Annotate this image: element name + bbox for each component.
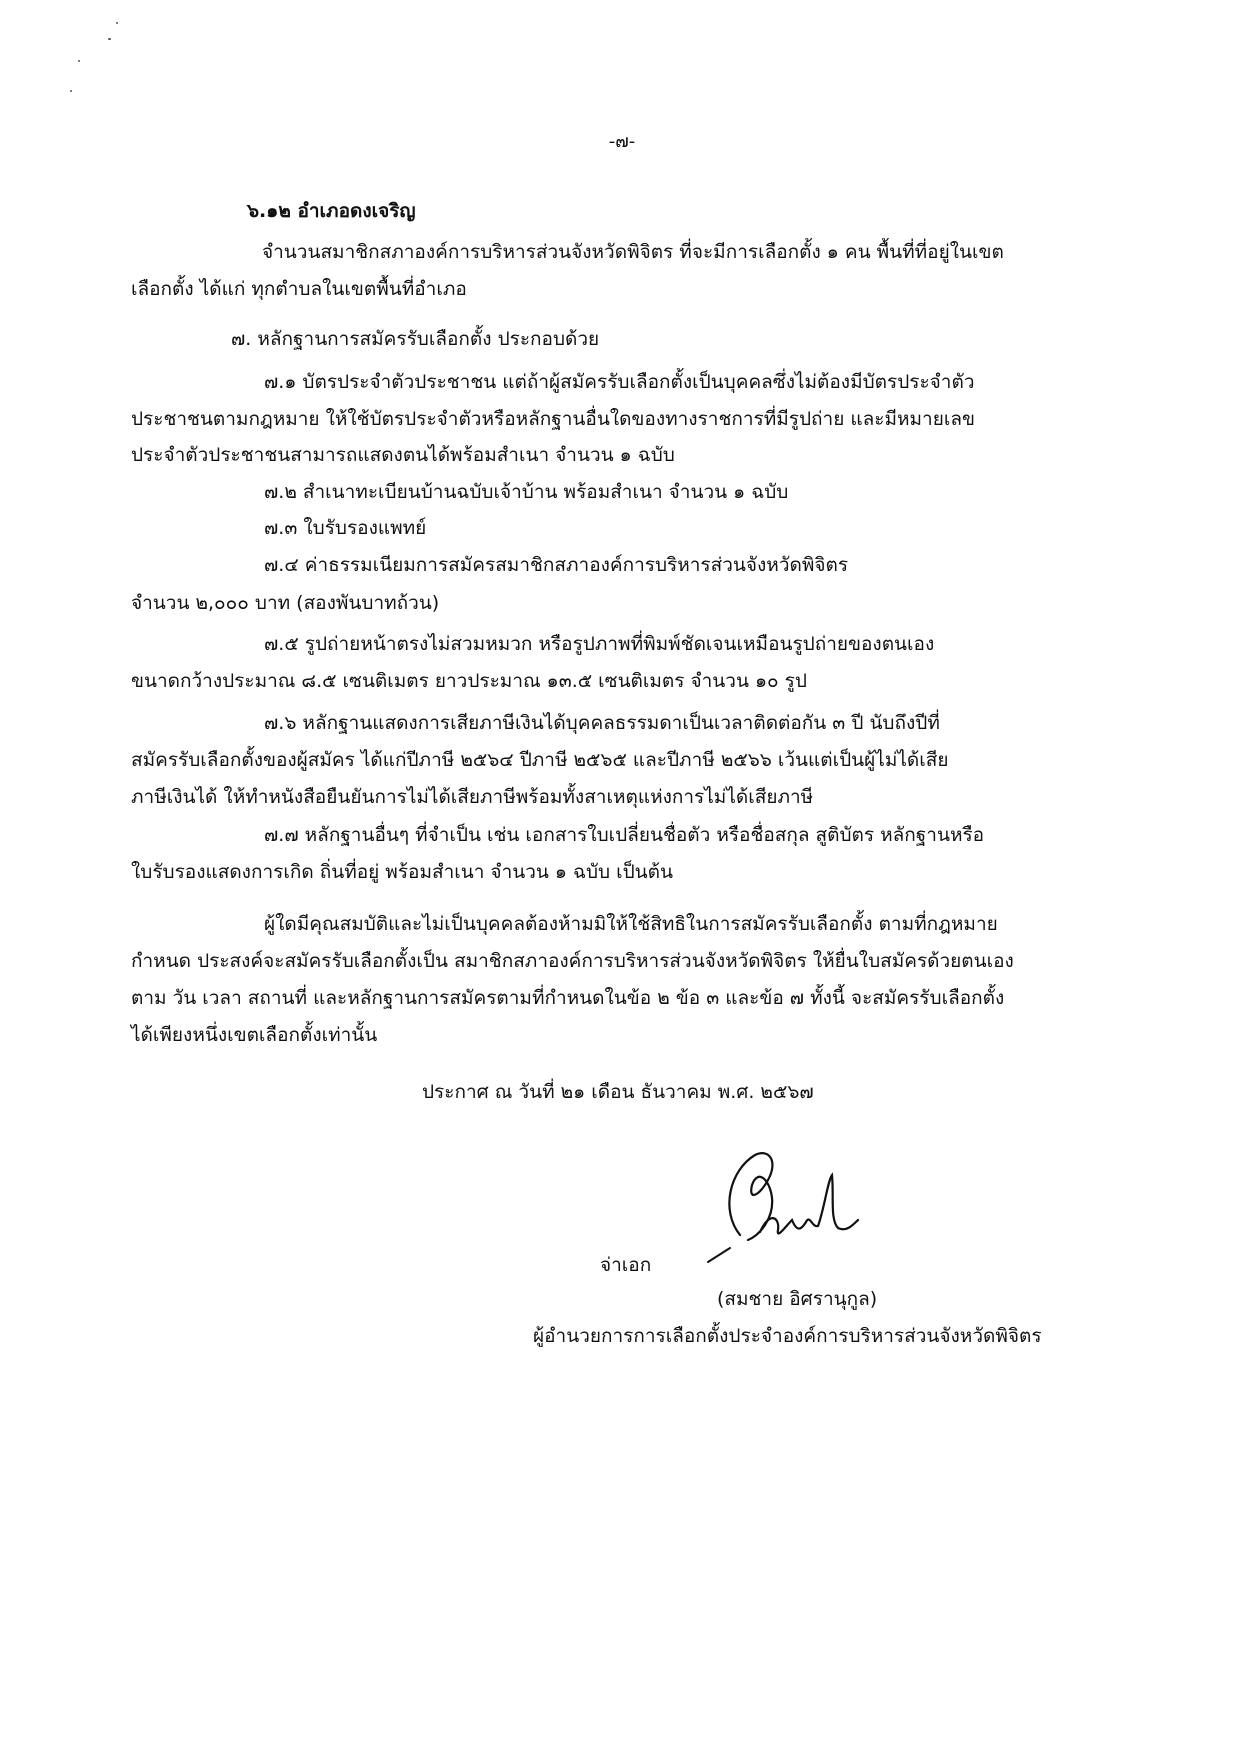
- signature-image: [700, 1140, 870, 1270]
- item-7-6-line: ภาษีเงินได้ ให้ทำหนังสือยืนยันการไม่ได้เสียภาษีพร้อมทั้งสาเหตุแห่งการไม่ได้เสียภาษี: [131, 786, 814, 808]
- signer-rank: จ่าเอก: [600, 1254, 652, 1276]
- announcement-date: ประกาศ ณ วันที่ ๒๑ เดือน ธันวาคม พ.ศ. ๒๕๖๗: [422, 1081, 814, 1103]
- signer-name: (สมชาย อิศรานุกูล): [717, 1288, 878, 1310]
- scan-speck: [108, 38, 111, 40]
- item-7-5-line: ๗.๕ รูปถ่ายหน้าตรงไม่สวมหมวก หรือรูปภาพที่พิมพ์ชัดเจนเหมือนรูปถ่ายของตนเอง: [264, 633, 935, 655]
- scan-speck: [70, 90, 72, 92]
- closing-paragraph-line: ผู้ใดมีคุณสมบัติและไม่เป็นบุคคลต้องห้ามมิให้ใช้สิทธิในการสมัครรับเลือกตั้ง ตามที่กฎหมาย: [264, 913, 998, 935]
- section-6-12-line: เลือกตั้ง ได้แก่ ทุกตำบลในเขตพื้นที่อำเภอ: [131, 278, 467, 300]
- item-7-4-line: จำนวน ๒,๐๐๐ บาท (สองพันบาทถ้วน): [131, 592, 440, 614]
- item-7-4-line: ๗.๔ ค่าธรรมเนียมการสมัครสมาชิกสภาองค์การบริหารส่วนจังหวัดพิจิตร: [264, 554, 849, 576]
- item-7-5-line: ขนาดกว้างประมาณ ๘.๕ เซนติเมตร ยาวประมาณ ๑๓.๕ เซนติเมตร จำนวน ๑๐ รูป: [131, 670, 807, 692]
- closing-paragraph-line: กำหนด ประสงค์จะสมัครรับเลือกตั้งเป็น สมาชิกสภาองค์การบริหารส่วนจังหวัดพิจิตร ให้ยื่นใบสมัครด้วยตนเอง: [131, 950, 1014, 972]
- item-7-3: ๗.๓ ใบรับรองแพทย์: [264, 517, 427, 539]
- page-number: -๗-: [608, 131, 636, 152]
- scan-speck: [78, 60, 80, 62]
- item-7-7-line: ใบรับรองแสดงการเกิด ถิ่นที่อยู่ พร้อมสำเนา จำนวน ๑ ฉบับ เป็นต้น: [131, 861, 673, 883]
- item-7-1-line: ๗.๑ บัตรประจำตัวประชาชน แต่ถ้าผู้สมัครรับเลือกตั้งเป็นบุคคลซึ่งไม่ต้องมีบัตรประจำตัว: [264, 371, 975, 393]
- section-6-12-heading: ๖.๑๒ อำเภอดงเจริญ: [247, 200, 416, 222]
- item-7-7-line: ๗.๗ หลักฐานอื่นๆ ที่จำเป็น เช่น เอกสารใบเปลี่ยนชื่อตัว หรือชื่อสกุล สูติบัตร หลักฐานหรือ: [264, 824, 985, 846]
- item-7-6-line: ๗.๖ หลักฐานแสดงการเสียภาษีเงินได้บุคคลธรรมดาเป็นเวลาติดต่อกัน ๓ ปี นับถึงปีที่: [264, 712, 940, 734]
- closing-paragraph-line: ตาม วัน เวลา สถานที่ และหลักฐานการสมัครตามที่กำหนดในข้อ ๒ ข้อ ๓ และข้อ ๗ ทั้งนี้ จะสมัครรับเลือกตั้ง: [131, 987, 1005, 1009]
- item-7-1-line: ประจำตัวประชาชนสามารถแสดงตนได้พร้อมสำเนา จำนวน ๑ ฉบับ: [131, 444, 675, 466]
- section-6-12-line: จำนวนสมาชิกสภาองค์การบริหารส่วนจังหวัดพิจิตร ที่จะมีการเลือกตั้ง ๑ คน พื้นที่ที่อยู่ในเขต: [262, 241, 1004, 263]
- signer-position: ผู้อำนวยการการเลือกตั้งประจำองค์การบริหารส่วนจังหวัดพิจิตร: [533, 1325, 1042, 1347]
- scan-speck: [116, 22, 118, 24]
- section-7-heading: ๗. หลักฐานการสมัครรับเลือกตั้ง ประกอบด้วย: [231, 328, 600, 350]
- item-7-1-line: ประชาชนตามกฎหมาย ให้ใช้บัตรประจำตัวหรือหลักฐานอื่นใดของทางราชการที่มีรูปถ่าย และมีหมายเลข: [131, 408, 975, 430]
- item-7-2: ๗.๒ สำเนาทะเบียนบ้านฉบับเจ้าบ้าน พร้อมสำเนา จำนวน ๑ ฉบับ: [264, 481, 789, 503]
- closing-paragraph-line: ได้เพียงหนึ่งเขตเลือกตั้งเท่านั้น: [131, 1024, 378, 1046]
- item-7-6-line: สมัครรับเลือกตั้งของผู้สมัคร ได้แก่ปีภาษี ๒๕๖๔ ปีภาษี ๒๕๖๕ และปีภาษี ๒๕๖๖ เว้นแต่เป็นผู้ไม่ได้เสีย: [131, 749, 949, 771]
